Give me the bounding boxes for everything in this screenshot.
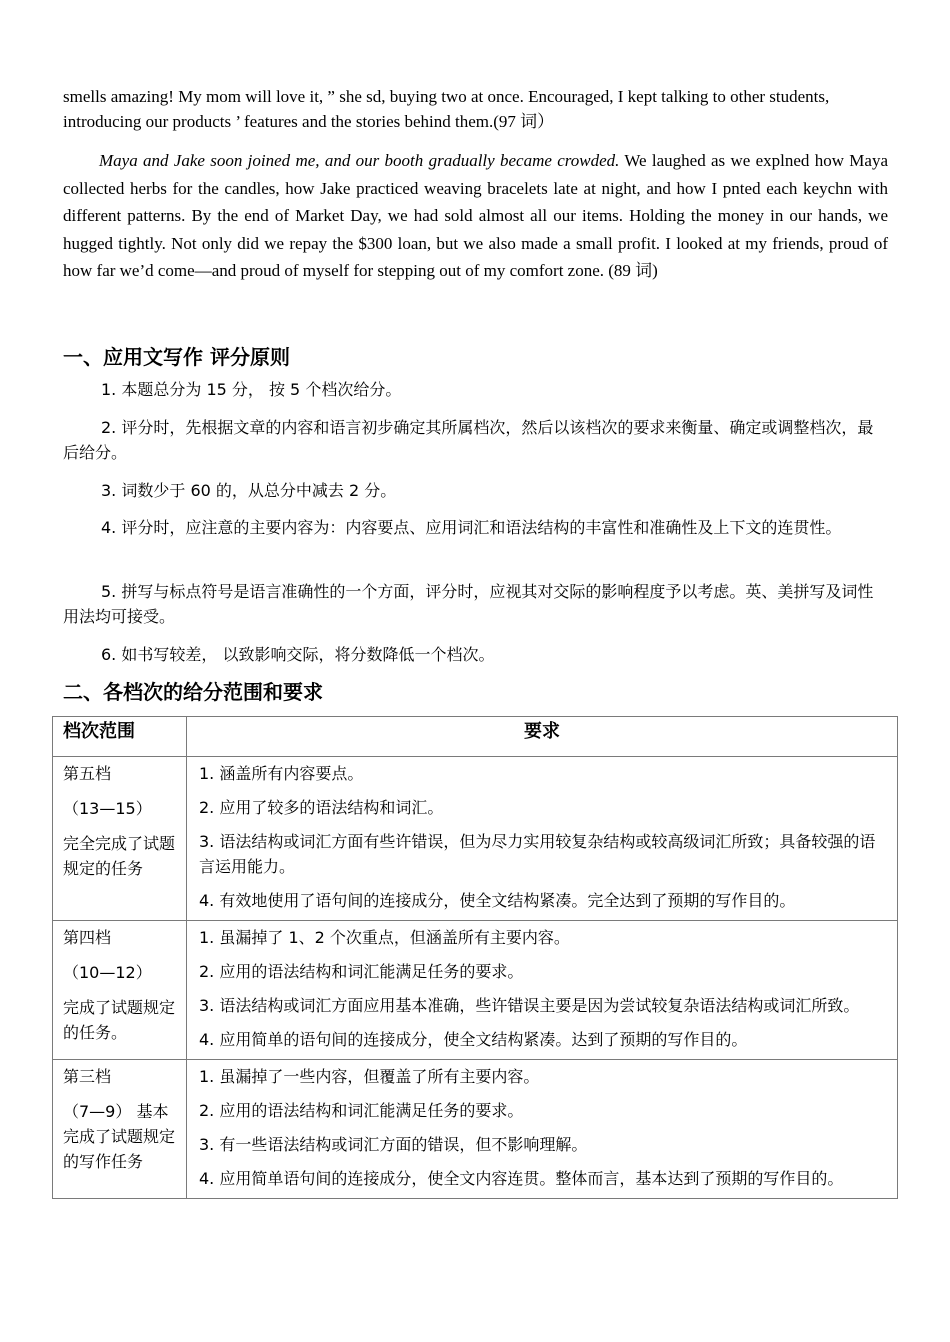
column-header-requirements: 要求 bbox=[187, 717, 898, 757]
level-description: 完成了试题规定的任务。 bbox=[63, 998, 176, 1042]
level-cell bbox=[53, 921, 187, 1060]
requirement-item: 4. 应用简单语句间的连接成分，使全文内容连贯。整体而言，基本达到了预期的写作目的。 bbox=[199, 1169, 844, 1188]
requirement-item: 1. 虽漏掉了 1、2 个次重点，但涵盖所有主要内容。 bbox=[199, 928, 570, 947]
requirements-cell bbox=[187, 757, 898, 921]
requirement-item: 4. 应用简单的语句间的连接成分，使全文结构紧凑。达到了预期的写作目的。 bbox=[199, 1030, 748, 1049]
level-range: （7—9） bbox=[63, 1102, 132, 1121]
requirement-item: 3. 语法结构或词汇方面有些许错误，但为尽力实用较复杂结构或较高级词汇所致；具备较强的语言运用能力。 bbox=[199, 832, 876, 876]
table-header-row bbox=[53, 717, 898, 757]
requirement-item: 2. 应用的语法结构和词汇能满足任务的要求。 bbox=[199, 1101, 524, 1120]
level-range-and-description bbox=[63, 1099, 180, 1174]
essay-paragraph-2-text: We laughed as we explned how Maya collected herbs for the candles, how Jake practiced weaving bracelets late at night, and how I pnted each keychn with different patterns. By the end of Market Day, we had sold almost all our items. Holding the money in our hands, we hugged tightly. Not only did we repay the $300 loan, but we also made a small profit. I looked at my friends, proud of how far we’d come—and proud of myself for stepping out of my comfort zone. (89 词) bbox=[63, 151, 889, 280]
essay-paragraph-1: smells amazing! My mom will love it, ” she sd, buying two at once. Encouraged, I kept talking to other students, introducing our products ’ features and the stories behind them.(97 词） bbox=[63, 87, 830, 131]
essay-paragraph-2 bbox=[63, 147, 888, 285]
rule-5: 5. 拼写与标点符号是语言准确性的一个方面，评分时，应视其对交际的影响程度予以考虑。英、美拼写及词性用法均可接受。 bbox=[63, 582, 874, 626]
section-2-heading: 二、各档次的给分范围和要求 bbox=[63, 680, 323, 704]
level-description: 基本完成了试题规定的写作任务 bbox=[63, 1102, 176, 1171]
section-1-heading: 一、应用文写作 评分原则 bbox=[63, 345, 290, 369]
level-cell bbox=[53, 1060, 187, 1199]
essay-italic-sentence: Maya and Jake soon joined me, and our booth gradually became crowded. bbox=[99, 151, 620, 170]
level-name: 第五档 bbox=[63, 764, 112, 783]
rule-6: 6. 如书写较差， 以致影响交际，将分数降低一个档次。 bbox=[101, 645, 495, 664]
grading-table bbox=[52, 716, 898, 1199]
requirement-item: 3. 语法结构或词汇方面应用基本准确，些许错误主要是因为尝试较复杂语法结构或词汇所致。 bbox=[199, 996, 860, 1015]
level-name: 第四档 bbox=[63, 928, 112, 947]
level-description: 完全完成了试题规定的任务 bbox=[63, 834, 176, 878]
requirement-item: 1. 涵盖所有内容要点。 bbox=[199, 764, 364, 783]
level-range: （10—12） bbox=[63, 963, 152, 982]
column-header-level: 档次范围 bbox=[53, 717, 187, 757]
table-row bbox=[53, 757, 898, 921]
level-name: 第三档 bbox=[63, 1067, 112, 1086]
requirement-item: 4. 有效地使用了语句间的连接成分，使全文结构紧凑。完全达到了预期的写作目的。 bbox=[199, 891, 796, 910]
table-row bbox=[53, 1060, 898, 1199]
requirement-item: 3. 有一些语法结构或词汇方面的错误，但不影响理解。 bbox=[199, 1135, 588, 1154]
requirement-item: 2. 应用了较多的语法结构和词汇。 bbox=[199, 798, 444, 817]
rule-4: 4. 评分时，应注意的主要内容为：内容要点、应用词汇和语法结构的丰富性和准确性及上下文的连贯性。 bbox=[101, 518, 842, 537]
requirements-cell bbox=[187, 921, 898, 1060]
requirement-item: 2. 应用的语法结构和词汇能满足任务的要求。 bbox=[199, 962, 524, 981]
rule-3: 3. 词数少于 60 的，从总分中减去 2 分。 bbox=[101, 481, 397, 500]
requirements-cell bbox=[187, 1060, 898, 1199]
rule-1: 1. 本题总分为 15 分， 按 5 个档次给分。 bbox=[101, 380, 402, 399]
table-row bbox=[53, 921, 898, 1060]
level-range: （13—15） bbox=[63, 799, 152, 818]
level-cell bbox=[53, 757, 187, 921]
requirement-item: 1. 虽漏掉了一些内容，但覆盖了所有主要内容。 bbox=[199, 1067, 540, 1086]
rule-2: 2. 评分时，先根据文章的内容和语言初步确定其所属档次，然后以该档次的要求来衡量、确定或调整档次，最后给分。 bbox=[63, 418, 874, 462]
